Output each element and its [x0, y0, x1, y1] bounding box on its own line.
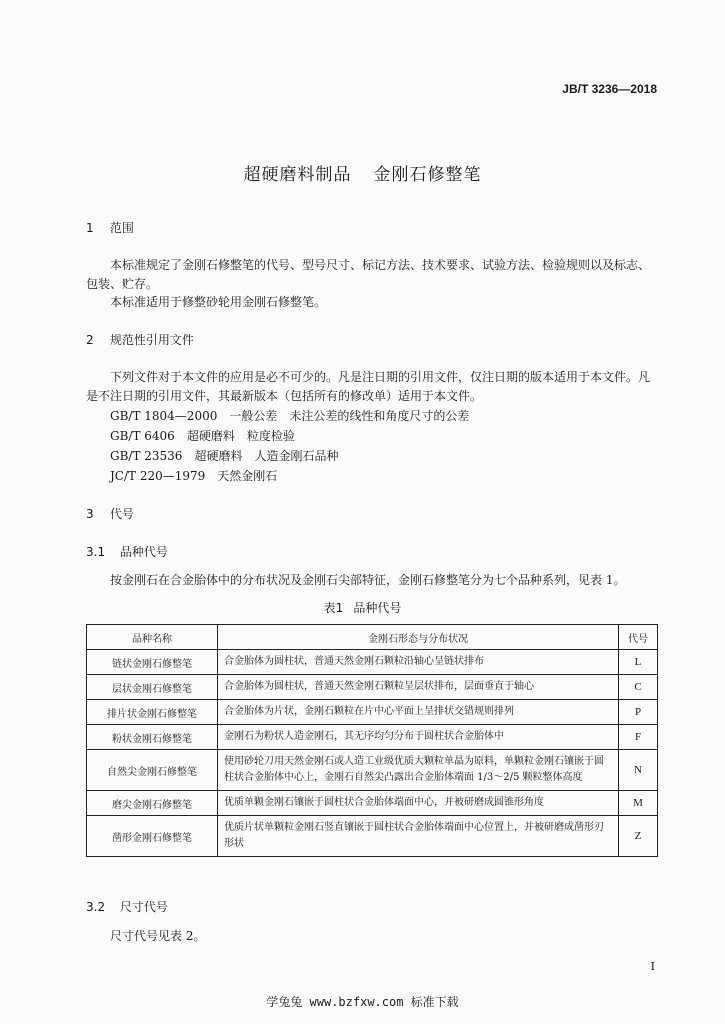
table-1-caption	[0, 599, 725, 616]
code-cell: Z	[619, 816, 658, 857]
table-caption-number: 表1	[323, 601, 344, 615]
code-cell: N	[619, 750, 658, 791]
reference-item	[110, 447, 338, 464]
document-title	[0, 160, 725, 185]
variety-name-cell: 磨尖金刚石修整笔	[87, 791, 218, 816]
section-2-paragraph: 下列文件对于本文件的应用是必不可少的。凡是注日期的引用文件，仅注日期的版本适用于本文件。凡是不注日期的引用文件，其最新版本（包括所有的修改单）适用于本文件。	[86, 370, 651, 403]
section-title: 尺寸代号	[119, 900, 168, 914]
table-header-cell: 品种名称	[87, 625, 218, 650]
table-row	[87, 725, 658, 750]
description-cell: 使用砂轮刀用天然金刚石或人造工业级优质大颗粒单晶为原料，单颗粒金刚石镶嵌于圆柱状合金胎体中心上，金刚石自然尖凸露出合金胎体端面 1/3～2/5 颗粒整体高度	[218, 750, 619, 791]
table-row	[87, 650, 658, 675]
title-part-2: 金刚石修整笔	[373, 165, 482, 185]
table-caption-title: 品种代号	[353, 601, 402, 615]
reference-item	[110, 467, 277, 484]
table-row	[87, 700, 658, 725]
section-number: 1	[86, 221, 94, 235]
reference-code: JC/T 220—1979	[110, 469, 206, 483]
table-header-row	[87, 625, 658, 650]
reference-item	[110, 407, 469, 424]
section-title: 范围	[109, 221, 134, 235]
section-3-2-paragraph: 尺寸代号见表 2。	[110, 929, 206, 943]
reference-name: 一般公差 未注公差的线性和角度尺寸的公差	[229, 409, 470, 423]
section-title: 代号	[109, 507, 134, 521]
section-3-heading	[86, 505, 134, 522]
description-cell: 优质单颗金刚石镶嵌于圆柱状合金胎体端面中心，并被研磨成圆锥形角度	[218, 791, 619, 816]
variety-name-cell: 粉状金刚石修整笔	[87, 725, 218, 750]
variety-name-cell: 排片状金刚石修整笔	[87, 700, 218, 725]
reference-name: 天然金刚石	[217, 469, 278, 483]
code-cell: M	[619, 791, 658, 816]
reference-name: 超硬磨料 粒度检验	[186, 429, 295, 443]
section-3-1-heading	[86, 543, 168, 560]
variety-name-cell: 层状金刚石修整笔	[87, 675, 218, 700]
reference-name: 超硬磨料 人造金刚石品种	[194, 449, 339, 463]
description-cell: 合金胎体为片状，金刚石颗粒在片中心平面上呈排状交错规则排列	[218, 700, 619, 725]
reference-code: GB/T 23536	[110, 449, 183, 463]
page-number: I	[650, 960, 655, 973]
variety-name-cell: 自然尖金刚石修整笔	[87, 750, 218, 791]
table-1	[86, 624, 658, 857]
reference-item	[110, 427, 295, 444]
section-1-paragraph-2: 本标准适用于修整砂轮用金刚石修整笔。	[110, 295, 327, 309]
reference-code: GB/T 6406	[110, 429, 175, 443]
section-3-1-paragraph: 按金刚石在合金胎体中的分布状况及金刚石尖部特征，金刚石修整笔分为七个品种系列，见表 1。	[110, 573, 626, 587]
table-row	[87, 816, 658, 857]
variety-name-cell: 凿形金刚石修整笔	[87, 816, 218, 857]
section-number: 3.1	[86, 545, 106, 559]
table-header-cell: 代号	[619, 625, 658, 650]
description-cell: 合金胎体为圆柱状，普通天然金刚石颗粒沿轴心呈链状排布	[218, 650, 619, 675]
section-1-heading	[86, 219, 134, 236]
footer-watermark: 学兔兔 www.bzfxw.com 标准下载	[266, 995, 459, 1009]
description-cell: 金刚石为粉状人造金刚石，其无序均匀分布于圆柱状合金胎体中	[218, 725, 619, 750]
table-row	[87, 750, 658, 791]
section-2-heading	[86, 331, 194, 348]
code-cell: F	[619, 725, 658, 750]
description-cell: 优质片状单颗粒金刚石竖直镶嵌于圆柱状合金胎体端面中心位置上，并被研磨成凿形刃形状	[218, 816, 619, 857]
section-number: 3.2	[86, 900, 106, 914]
reference-code: GB/T 1804—2000	[110, 409, 218, 423]
code-cell: P	[619, 700, 658, 725]
title-part-1: 超硬磨料制品	[243, 165, 352, 185]
section-number: 3	[86, 507, 94, 521]
section-3-2-heading	[86, 898, 168, 915]
code-cell: C	[619, 675, 658, 700]
standard-code: JB/T 3236—2018	[562, 82, 657, 96]
section-1-paragraph-1: 本标准规定了金刚石修整笔的代号、型号尺寸、标记方法、技术要求、试验方法、检验规则以及标志、包装、贮存。	[86, 258, 651, 291]
description-cell: 合金胎体为圆柱状，普通天然金刚石颗粒呈层状排布，层面垂直于轴心	[218, 675, 619, 700]
table-row	[87, 675, 658, 700]
section-title: 品种代号	[119, 545, 168, 559]
section-title: 规范性引用文件	[109, 333, 194, 347]
section-number: 2	[86, 333, 94, 347]
table-row	[87, 791, 658, 816]
code-cell: L	[619, 650, 658, 675]
table-header-cell: 金刚石形态与分布状况	[218, 625, 619, 650]
variety-name-cell: 链状金刚石修整笔	[87, 650, 218, 675]
